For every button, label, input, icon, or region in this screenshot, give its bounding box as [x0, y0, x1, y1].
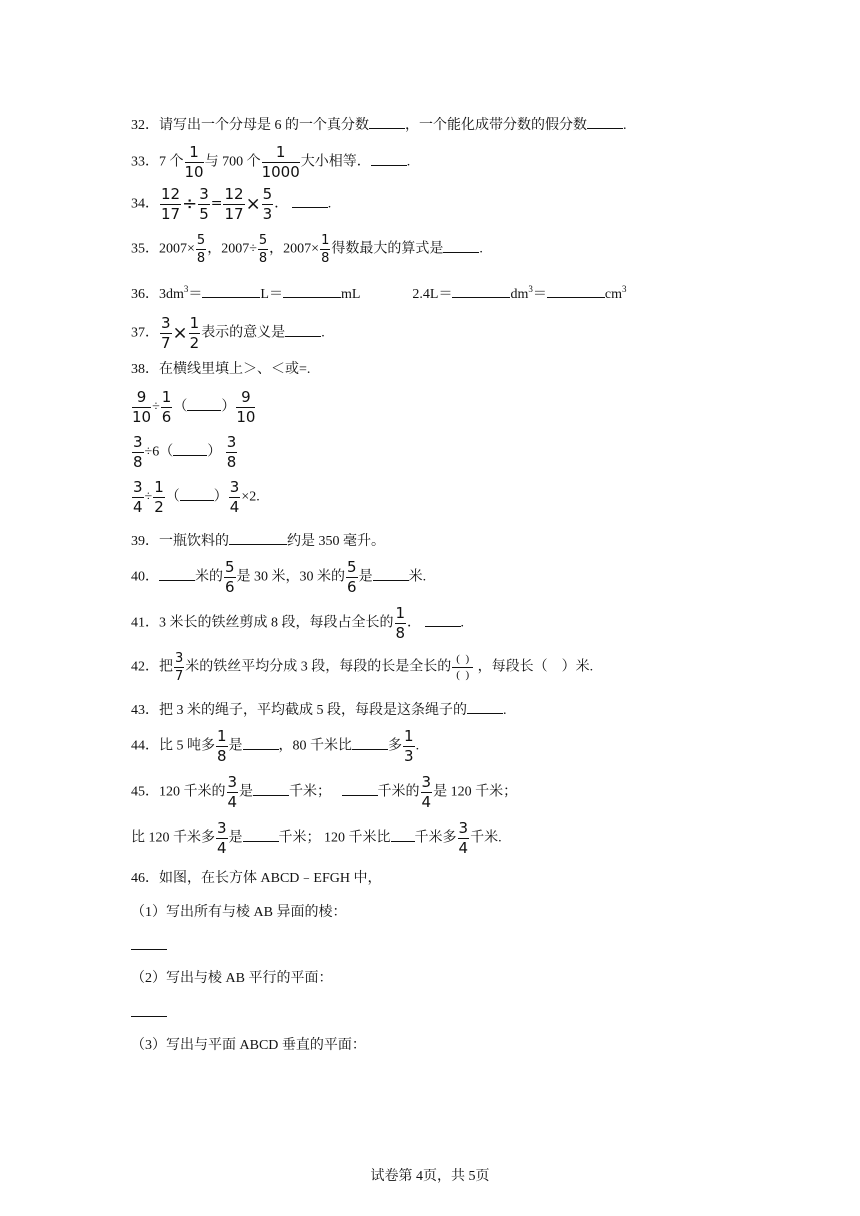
question-41: 41．3 米长的铁丝剪成 8 段，每段占全长的 $\frac{1}{8}$ ． . — [131, 604, 465, 642]
answer-blank[interactable] — [243, 737, 279, 750]
question-43: 43．把 3 米的绳子，平均截成 5 段，每段是这条绳子的 . — [131, 703, 507, 718]
question-46-2: （2）写出与棱 AB 平行的平面： — [131, 971, 333, 986]
fraction: $\frac{5}{6}$ — [347, 558, 357, 596]
fraction: $\frac{1}{8}$ — [217, 727, 227, 765]
answer-blank[interactable] — [369, 116, 405, 129]
question-46-3: （3）写出与平面 ABCD 垂直的平面： — [131, 1038, 366, 1053]
fraction: $\frac{3}{7}$ — [161, 314, 171, 352]
question-40: 40． 米的 $\frac{5}{6}$ 是 30 米，30 米的 $\frac{5}{6}$ 是 米. — [131, 558, 427, 596]
multiply-sign: × — [172, 322, 188, 344]
answer-blank[interactable] — [131, 949, 167, 950]
fraction: $\frac{5}{6}$ — [225, 558, 235, 596]
divide-sign: ÷ — [182, 193, 198, 215]
fraction: $\frac{1}{3}$ — [404, 727, 414, 765]
question-44: 44．比 5 吨多 $\frac{1}{8}$ 是 ，80 千米比 多 $\frac{1}{3}$ . — [131, 727, 420, 765]
question-35: 35．2007× $\frac{5}{8}$ ，2007÷ $\frac{5}{8}$ ，2007× $\frac{1}{8}$ 得数最大的算式是 . — [131, 233, 483, 266]
question-45: 45．120 千米的 $\frac{3}{4}$ 是 千米； 千米的 $\frac{3}{4}$ 是 120 千米； — [131, 773, 518, 811]
answer-blank[interactable] — [253, 783, 289, 796]
fraction: $\frac{3}{4}$ — [421, 773, 432, 811]
answer-blank[interactable] — [159, 568, 195, 581]
question-37: 37． $\frac{3}{7}$ × $\frac{1}{2}$ 表示的意义是 . — [131, 314, 325, 352]
answer-blank[interactable] — [391, 829, 415, 842]
question-38-b: $\frac{3}{8}$ ÷6（ ） $\frac{3}{8}$ — [133, 433, 237, 471]
question-39: 39．一瓶饮料的 约是 350 毫升。 — [131, 534, 385, 549]
answer-blank[interactable] — [452, 285, 510, 298]
fraction: $\frac{3}{5}$ — [199, 185, 209, 223]
fraction-blank[interactable]: $\frac{( )}{( )}$ — [452, 654, 473, 681]
question-34: 34． $\frac{12}{17}$ ÷ $\frac{3}{5}$ = $\frac{12}{17}$ × $\frac{5}{3}$ ． . — [131, 185, 332, 223]
fraction: $\frac{5}{8}$ — [258, 233, 268, 266]
fraction: $\frac{9}{10}$ — [132, 388, 152, 426]
answer-blank[interactable] — [373, 568, 409, 581]
compare-blank[interactable] — [187, 398, 221, 411]
fraction: $\frac{1}{2}$ — [154, 478, 164, 516]
fraction: $\frac{12}{17}$ — [224, 185, 244, 223]
fraction: $\frac{12}{17}$ — [161, 185, 181, 223]
question-46: 46．如图，在长方体 ABCD﹣EFGH 中， — [131, 871, 382, 886]
question-32: 32．请写出一个分母是 6 的一个真分数 ，一个能化成带分数的假分数 . — [131, 118, 627, 133]
page-footer: 试卷第 4页，共 5页 — [370, 1169, 490, 1184]
fraction: $\frac{1}{8}$ — [321, 233, 330, 266]
answer-blank[interactable] — [371, 153, 407, 166]
fraction: $\frac{3}{8}$ — [133, 433, 143, 471]
fraction: $\frac{5}{8}$ — [196, 233, 206, 266]
compare-blank[interactable] — [180, 488, 214, 501]
fraction: $\frac{3}{4}$ — [458, 819, 469, 857]
question-36: 36．$3dm^3= L=$ mL $2.4L= dm^3= cm^3$ — [131, 284, 627, 302]
answer-blank[interactable] — [443, 240, 479, 253]
fraction: $\frac{1}{6}$ — [161, 388, 172, 426]
fraction: $\frac{3}{4}$ — [229, 478, 240, 516]
question-38: 38．在横线里填上＞、＜或=. — [131, 362, 311, 377]
question-38-a: $\frac{9}{10}$ ÷ $\frac{1}{6}$ （ ） $\frac{9}{10}$ — [132, 388, 256, 426]
answer-blank[interactable] — [202, 285, 260, 298]
fraction: $\frac{3}{4}$ — [133, 478, 143, 516]
answer-blank[interactable] — [131, 1016, 167, 1017]
answer-blank[interactable] — [243, 829, 279, 842]
answer-blank[interactable] — [292, 195, 328, 208]
question-33: 33．7 个 $\frac{1}{10}$ 与 700 个 $\frac{1}{1000}$ 大小相等． . — [131, 143, 411, 181]
fraction: $\frac{1}{8}$ — [395, 604, 406, 642]
answer-blank[interactable] — [229, 532, 287, 545]
question-42: 42．把 $\frac{3}{7}$ 米的铁丝平均分成 3 段，每段的长是全长的 $\frac{( )}{( )}$ ，每段长（ ）米. — [131, 651, 594, 684]
answer-blank[interactable] — [587, 116, 623, 129]
divide-sign: ÷ — [144, 489, 153, 505]
answer-blank[interactable] — [547, 285, 605, 298]
fraction: $\frac{3}{7}$ — [175, 651, 184, 684]
multiply-sign: × — [245, 193, 261, 215]
fraction: $\frac{1}{2}$ — [189, 314, 200, 352]
divide-sign: ÷ — [152, 399, 160, 415]
fraction: $\frac{9}{10}$ — [236, 388, 256, 426]
fraction: $\frac{3}{4}$ — [227, 773, 238, 811]
question-45-b: 比 120 千米多 $\frac{3}{4}$ 是 千米； 120 千米比 千米多 $\frac{3}{4}$ 千米. — [131, 819, 502, 857]
answer-blank[interactable] — [425, 614, 461, 627]
question-38-c: $\frac{3}{4}$ ÷ $\frac{1}{2}$ （ ） $\frac{3}{4}$ ×2. — [133, 478, 260, 516]
fraction: $\frac{3}{8}$ — [226, 433, 237, 471]
answer-blank[interactable] — [467, 701, 503, 714]
answer-blank[interactable] — [342, 783, 378, 796]
answer-blank[interactable] — [352, 737, 388, 750]
question-46-1: （1）写出所有与棱 AB 异面的棱： — [131, 905, 347, 920]
fraction: $\frac{1}{10}$ — [184, 143, 204, 181]
fraction: $\frac{3}{4}$ — [217, 819, 227, 857]
fraction: $\frac{1}{1000}$ — [261, 143, 300, 181]
answer-blank[interactable] — [283, 285, 341, 298]
compare-blank[interactable] — [173, 443, 207, 456]
answer-blank[interactable] — [285, 324, 321, 337]
fraction: $\frac{5}{3}$ — [262, 185, 273, 223]
